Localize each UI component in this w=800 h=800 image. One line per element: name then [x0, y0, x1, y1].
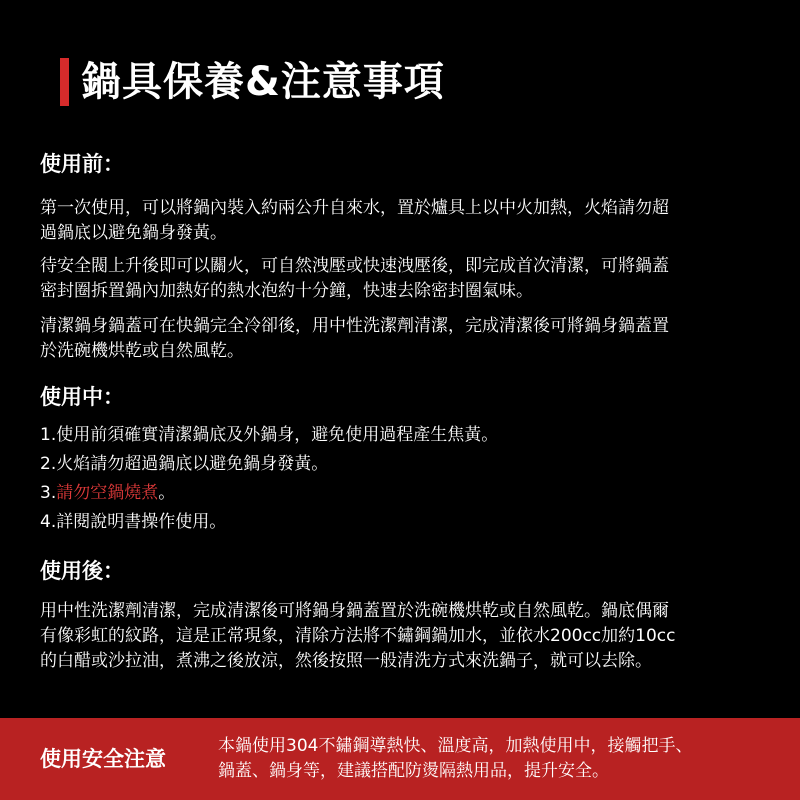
page-header [60, 58, 445, 106]
section-heading-during: 使用中： [40, 385, 124, 409]
safety-notice-text [218, 734, 692, 784]
list-item: 1.使用前須確實清潔鍋底及外鍋身，避免使用過程產生焦黃。 [40, 425, 499, 445]
list-item-suffix: 。 [158, 483, 176, 503]
section-heading-after: 使用後： [40, 559, 124, 583]
list-item: 4.詳閱說明書操作使用。 [40, 512, 227, 532]
safety-notice-label: 使用安全注意 [40, 747, 166, 771]
title-accent-bar [60, 58, 69, 106]
list-item: 2.火焰請勿超過鍋底以避免鍋身發黃。 [40, 454, 329, 474]
list-item-number: 3. [40, 483, 57, 503]
before-paragraph-2-line-2: 密封圈拆置鍋內加熱好的熱水泡約十分鐘，快速去除密封圈氣味。 [40, 281, 533, 301]
safety-notice-line-1: 本鍋使用304不鏽鋼導熱快、溫度高，加熱使用中，接觸把手、 [218, 736, 693, 756]
before-paragraph-1-line-2: 過鍋底以避免鍋身發黃。 [40, 223, 227, 243]
before-paragraph-3 [40, 314, 760, 364]
list-item-warning [40, 481, 760, 510]
warning-highlight-text: 請勿空鍋燒煮 [56, 483, 159, 503]
safety-footer-banner [0, 718, 800, 800]
before-paragraph-1-line-1: 第一次使用，可以將鍋內裝入約兩公升自來水，置於爐具上以中火加熱，火焰請勿超 [40, 198, 669, 218]
after-paragraph [40, 599, 760, 674]
before-paragraph-2 [40, 254, 760, 304]
before-paragraph-3-line-2: 於洗碗機烘乾或自然風乾。 [40, 341, 244, 361]
after-paragraph-line-1: 用中性洗潔劑清潔，完成清潔後可將鍋身鍋蓋置於洗碗機烘乾或自然風乾。鍋底偶爾 [40, 601, 669, 621]
after-paragraph-line-2: 有像彩虹的紋路，這是正常現象，清除方法將不鏽鋼鍋加水，並依水200cc加約10cc [40, 626, 676, 646]
before-paragraph-2-line-1: 待安全閥上升後即可以關火，可自然洩壓或快速洩壓後，即完成首次清潔，可將鍋蓋 [40, 256, 669, 276]
safety-notice-line-2: 鍋蓋、鍋身等，建議搭配防燙隔熱用品，提升安全。 [218, 761, 609, 781]
before-paragraph-1 [40, 196, 760, 246]
page-title: 鍋具保養&注意事項 [81, 59, 445, 105]
before-paragraph-3-line-1: 清潔鍋身鍋蓋可在快鍋完全冷卻後，用中性洗潔劑清潔，完成清潔後可將鍋身鍋蓋置 [40, 316, 669, 336]
after-paragraph-line-3: 的白醋或沙拉油，煮沸之後放涼，然後按照一般清洗方式來洗鍋子，就可以去除。 [40, 651, 652, 671]
during-list [40, 423, 760, 539]
section-heading-before: 使用前： [40, 152, 124, 176]
